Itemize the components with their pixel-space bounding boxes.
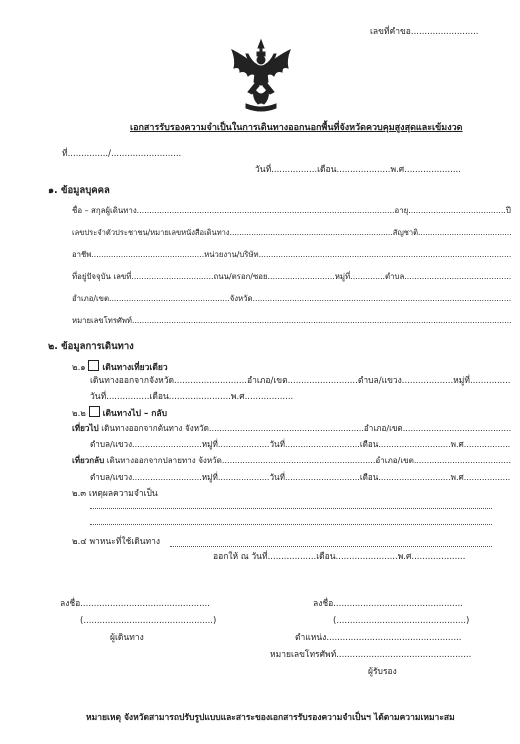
- traveler-role: ผู้เดินทาง: [110, 633, 144, 643]
- round-trip-option[interactable]: [72, 406, 167, 419]
- certifier-role: ผู้รับรอง: [368, 667, 397, 677]
- one-way-option[interactable]: [72, 360, 168, 373]
- reason-line-1[interactable]: [90, 508, 492, 509]
- issued-date-field[interactable]: ออกให้ ณ วันที่..................เดือน.......................พ.ศ....................: [213, 552, 466, 562]
- request-number: เลขที่คำขอ.........................: [370, 27, 479, 37]
- return-line-1: [72, 457, 511, 465]
- reason-label: ๒.๓ เหตุผลความจำเป็น: [72, 489, 158, 499]
- return-date-field[interactable]: ตำบล/แขวง...........................หมู่ที่....................วันที่.............................เดือน............................พ.ศ..................: [90, 472, 511, 482]
- round-trip-checkbox[interactable]: [89, 406, 100, 417]
- reference-number: ที่.............../..........................: [62, 149, 182, 159]
- vehicle-line[interactable]: [170, 546, 492, 547]
- section-1-heading: ๑. ข้อมูลบุคคล: [48, 185, 110, 196]
- occupation-field[interactable]: อาชีพ..............................................หน่วยงาน/บริษัท.......................................................................................................: [72, 250, 512, 259]
- outbound-date-field[interactable]: ตำบล/แขวง...........................หมู่ที่....................วันที่.............................เดือน............................พ.ศ..................: [90, 439, 511, 449]
- one-way-label: เดินทางเที่ยวเดียว: [102, 363, 168, 373]
- garuda-emblem-icon: [226, 38, 296, 116]
- one-way-date-field[interactable]: วันที่................เดือน.......................พ.ศ..................: [90, 392, 294, 402]
- outbound-line-1: [72, 424, 511, 432]
- district-field[interactable]: อำเภอ/เขต.................................................จังหวัด.........................................................................................................: [72, 294, 512, 303]
- round-trip-label: เดินทางไป – กลับ: [102, 409, 167, 419]
- return-origin-field[interactable]: เดินทางออกจากปลายทาง จังหวัด............................................................อำเภอ/เขต......................................: [106, 456, 512, 465]
- traveler-name-line[interactable]: (................................................): [80, 616, 217, 626]
- address-field[interactable]: ที่อยู่ปัจจุบัน เลขที่.................................ถนน/ตรอก/ซอย...........................หมู่ที่..............ตำบล...........................................: [72, 272, 512, 281]
- certifier-phone-field[interactable]: หมายเลขโทรศัพท์..................................................: [270, 650, 472, 660]
- return-label: เที่ยวกลับ: [72, 456, 105, 465]
- certifier-name-line[interactable]: (................................................): [333, 616, 470, 626]
- one-way-checkbox[interactable]: [88, 360, 99, 371]
- phone-field[interactable]: หมายเลขโทรศัพท์...........................................................................................................................................................: [72, 316, 512, 325]
- reason-line-2[interactable]: [90, 524, 492, 525]
- certifier-signature-line[interactable]: ลงชื่อ................................................: [313, 599, 463, 609]
- certifier-position-field[interactable]: ตำแหน่ง..................................................: [295, 633, 462, 643]
- traveler-signature-line[interactable]: ลงชื่อ................................................: [60, 599, 210, 609]
- one-way-origin-field[interactable]: เดินทางออกจากจังหวัด...........................อำเภอ/เขต..........................ตำบล/แขวง...................หมู่ที่...............: [90, 376, 511, 386]
- footer-note: หมายเหตุ จังหวัดสามารถปรับรูปแบบและสาระของเอกสารรับรองความจำเป็นฯ ได้ตามความเหมาะสม: [86, 713, 455, 723]
- vehicle-label: ๒.๔ พาหนะที่ใช้เดินทาง: [72, 537, 161, 547]
- outbound-label: เที่ยวไป: [72, 423, 99, 433]
- round-trip-number: ๒.๒: [72, 409, 86, 419]
- outbound-origin-field[interactable]: เดินทางออกจากต้นทาง จังหวัด............................................................อำเภอ/เขต..........................................: [101, 423, 512, 433]
- id-field[interactable]: เลขประจำตัวประชาชน/หมายเลขหนังสือเดินทาง....................................................................สัญชาติ.......................................: [72, 228, 512, 237]
- document-title: เอกสารรับรองความจำเป็นในการเดินทางออกนอกพื้นที่จังหวัดควบคุมสูงสุดและเข้มงวด: [130, 123, 463, 133]
- one-way-number: ๒.๑: [72, 363, 86, 373]
- name-field[interactable]: ชื่อ – สกุลผู้เดินทาง.......................................................................................................อายุ.......................................ปี: [72, 206, 511, 215]
- section-2-heading: ๒. ข้อมูลการเดินทาง: [48, 341, 134, 352]
- date-line: วันที่.................เดือน....................พ.ศ.....................: [255, 165, 461, 175]
